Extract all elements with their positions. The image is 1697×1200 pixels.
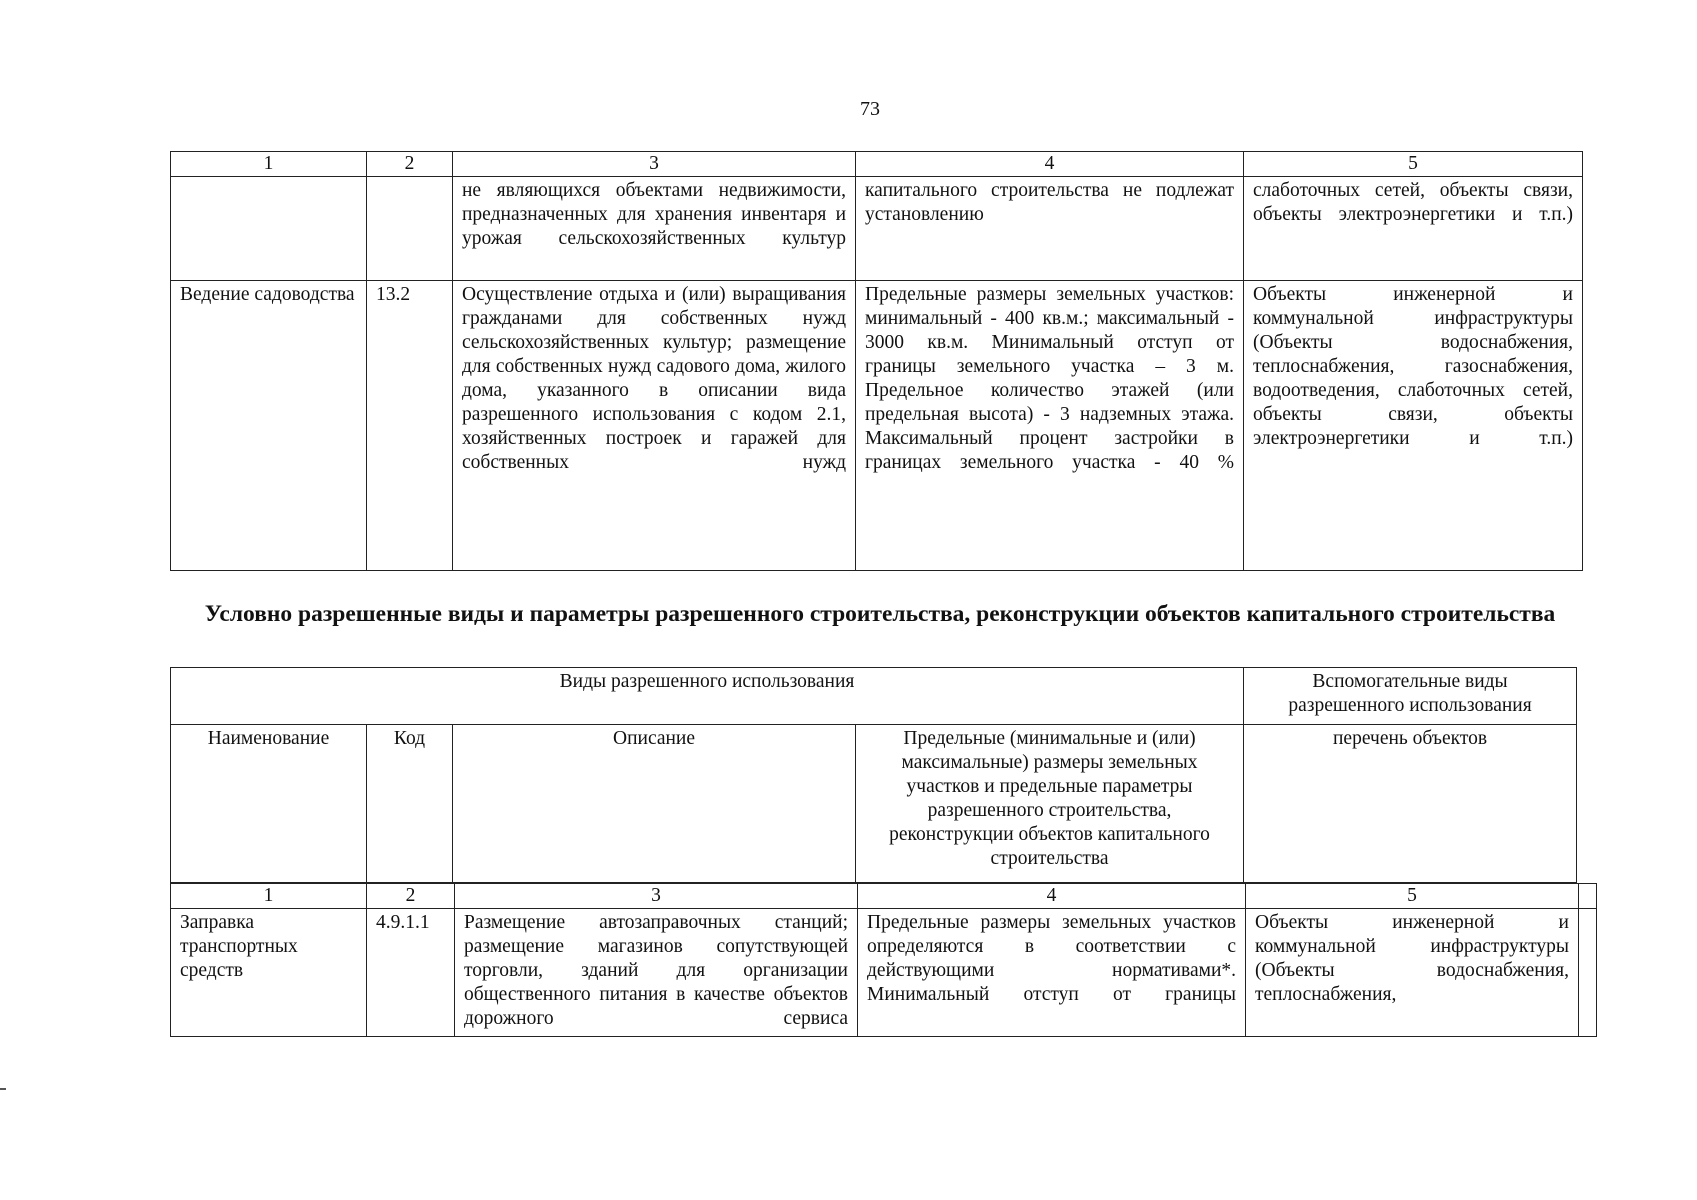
row-params: капитального строительства не подлежат установлению (856, 177, 1244, 281)
header-params: Предельные (минимальные и (или) максимальные) размеры земельных участков и предельные параметры разрешенного строительства, реконструкции объектов капитального строительства (856, 725, 1244, 883)
scan-edge-mark (0, 1088, 6, 1090)
empty-edge-cell (1579, 909, 1597, 1037)
conditional-uses-table-body (170, 883, 1597, 1037)
column-numbers-row (171, 152, 1583, 177)
row-params: Предельные размеры земельных участков определяются в соответствии с действующими нормативами*. Минимальный отступ от границы (858, 909, 1246, 1037)
col-number-5: 5 (1246, 884, 1579, 909)
aux-uses-group-header: Вспомогательные виды разрешенного использования (1244, 668, 1577, 725)
column-headers-row (171, 725, 1577, 883)
table-row (171, 177, 1583, 281)
header-name: Наименование (171, 725, 367, 883)
row-code: 13.2 (367, 281, 453, 571)
header-description: Описание (453, 725, 856, 883)
row-name (171, 177, 367, 281)
row-aux: слаботочных сетей, объекты связи, объекты электроэнергетики и т.п.) (1244, 177, 1583, 281)
column-numbers-row (171, 884, 1597, 909)
row-name: Заправка транспортных средств (171, 909, 367, 1037)
col-number-3: 3 (455, 884, 858, 909)
col-number-1: 1 (171, 152, 367, 177)
row-code: 4.9.1.1 (367, 909, 455, 1037)
col-number-2: 2 (367, 884, 455, 909)
permitted-uses-group-header: Виды разрешенного использования (171, 668, 1244, 725)
conditional-uses-table-header (170, 667, 1577, 883)
permitted-uses-table-continued (170, 151, 1583, 571)
row-aux: Объекты инженерной и коммунальной инфраструктуры (Объекты водоснабжения, теплоснабжения, газоснабжения, водоотведения, слаботочных сетей, объекты связи, объекты электроэнергетики и т.п.) (1244, 281, 1583, 571)
page-number: 73 (860, 98, 880, 120)
row-description: не являющихся объектами недвижимости, предназначенных для хранения инвентаря и урожая сельскохозяйственных культур (453, 177, 856, 281)
group-header-row (171, 668, 1577, 725)
row-code (367, 177, 453, 281)
col-number-4: 4 (858, 884, 1246, 909)
header-aux-list: перечень объектов (1244, 725, 1577, 883)
table-row (171, 909, 1597, 1037)
row-description: Осуществление отдыха и (или) выращивания гражданами для собственных нужд сельскохозяйственных культур; размещение для собственных нужд садового дома, жилого дома, указанного в описании вида разрешенного использования с кодом 2.1, хозяйственных построек и гаражей для собственных нужд (453, 281, 856, 571)
row-name: Ведение садоводства (171, 281, 367, 571)
col-number-5: 5 (1244, 152, 1583, 177)
col-number-3: 3 (453, 152, 856, 177)
row-params: Предельные размеры земельных участков: минимальный - 400 кв.м.; максимальный - 3000 кв.м. Минимальный отступ от границы земельного участка – 3 м. Предельное количество этажей (или предельная высота) - 3 надземных этажа. Максимальный процент застройки в границах земельного участка - 40 % (856, 281, 1244, 571)
section-title: Условно разрешенные виды и параметры разрешенного строительства, реконструкции объектов капитального строительства (204, 601, 1556, 627)
header-code: Код (367, 725, 453, 883)
row-aux: Объекты инженерной и коммунальной инфраструктуры (Объекты водоснабжения, теплоснабжения, (1246, 909, 1579, 1037)
col-number-2: 2 (367, 152, 453, 177)
empty-edge-cell (1579, 884, 1597, 909)
row-description: Размещение автозаправочных станций; размещение магазинов сопутствующей торговли, зданий для организации общественного питания в качестве объектов дорожного сервиса (455, 909, 858, 1037)
table-row (171, 281, 1583, 571)
col-number-4: 4 (856, 152, 1244, 177)
col-number-1: 1 (171, 884, 367, 909)
